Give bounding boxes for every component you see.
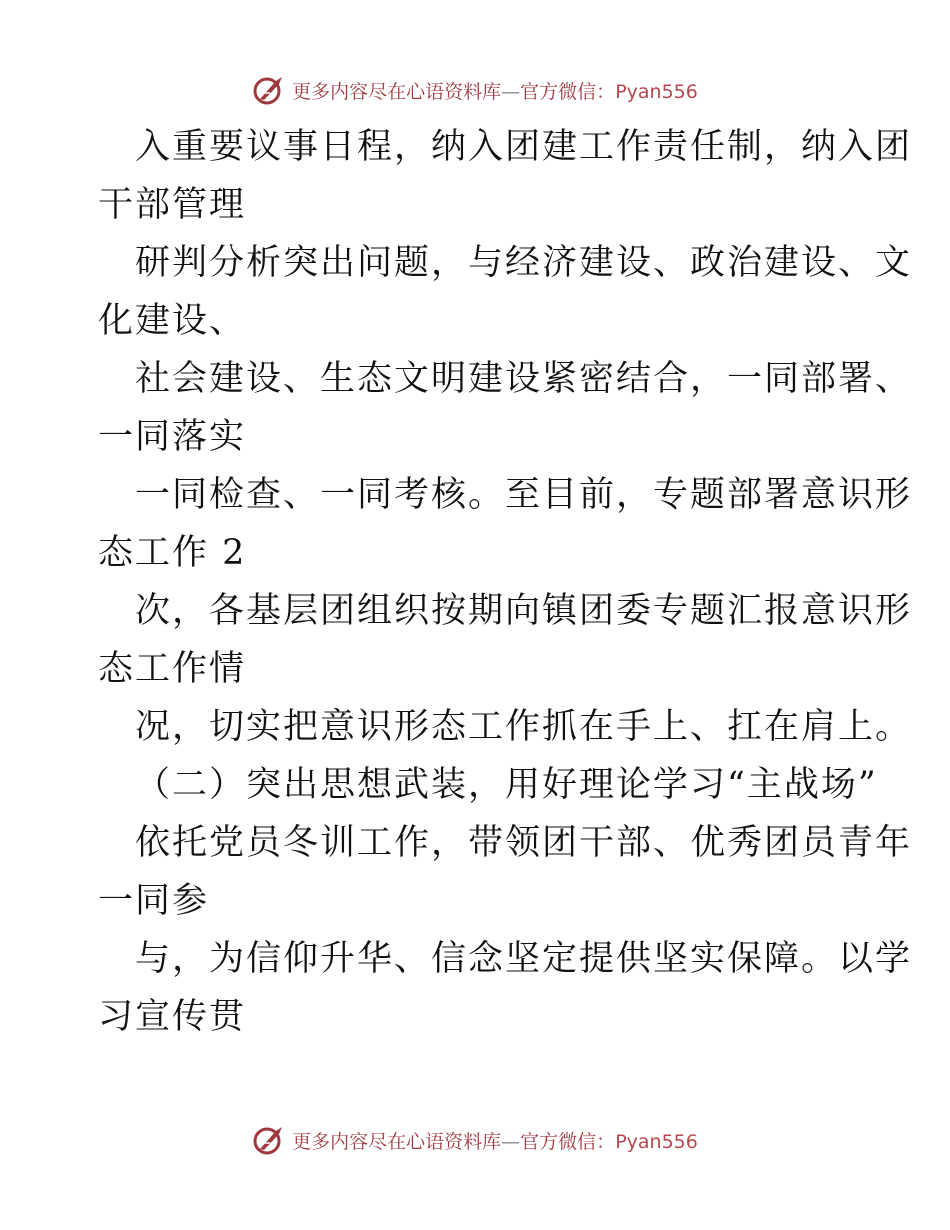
- watermark-wechat-id: Pyan556: [615, 80, 698, 103]
- body-line: 态工作情: [98, 649, 247, 689]
- body-line: 化建设、: [98, 301, 247, 341]
- body-line: 次，各基层团组织按期向镇团委专题汇报意识形: [135, 591, 913, 631]
- watermark-text: [292, 1127, 698, 1154]
- body-line: 态工作 2: [98, 533, 247, 573]
- body-line: 与，为信仰升华、信念坚定提供坚实保障。以学: [135, 939, 913, 979]
- body-line: 习宣传贯: [98, 997, 247, 1037]
- section-heading: （二）突出思想武装，用好理论学习“主战场”: [135, 765, 878, 805]
- body-line: 一同检查、一同考核。至目前，专题部署意识形: [135, 475, 913, 515]
- body-line: 一同参: [98, 881, 210, 921]
- body-line: 研判分析突出问题，与经济建设、政治建设、文: [135, 243, 913, 283]
- body-line: 依托党员冬训工作，带领团干部、优秀团员青年: [135, 823, 913, 863]
- quill-pen-circle-icon: [252, 1123, 286, 1157]
- watermark-brand: 更多内容尽在心语资料库: [292, 1130, 502, 1153]
- body-line: 干部管理: [98, 185, 247, 225]
- watermark-separator: —: [501, 1130, 521, 1153]
- body-line: 社会建设、生态文明建设紧密结合，一同部署、: [135, 359, 913, 399]
- quill-pen-circle-icon: [252, 73, 286, 107]
- body-line: 入重要议事日程，纳入团建工作责任制，纳入团: [135, 127, 913, 167]
- watermark-separator: —: [501, 80, 521, 103]
- watermark-wechat-label: 官方微信：: [520, 1130, 616, 1153]
- watermark-brand: 更多内容尽在心语资料库: [292, 80, 502, 103]
- footer-watermark: [0, 1120, 950, 1160]
- watermark-wechat-id: Pyan556: [615, 1130, 698, 1153]
- watermark-wechat-label: 官方微信：: [520, 80, 616, 103]
- header-watermark: [0, 70, 950, 110]
- body-line: 况，切实把意识形态工作抓在手上、扛在肩上。: [135, 707, 913, 747]
- watermark-text: [292, 77, 698, 104]
- body-line: 一同落实: [98, 417, 247, 457]
